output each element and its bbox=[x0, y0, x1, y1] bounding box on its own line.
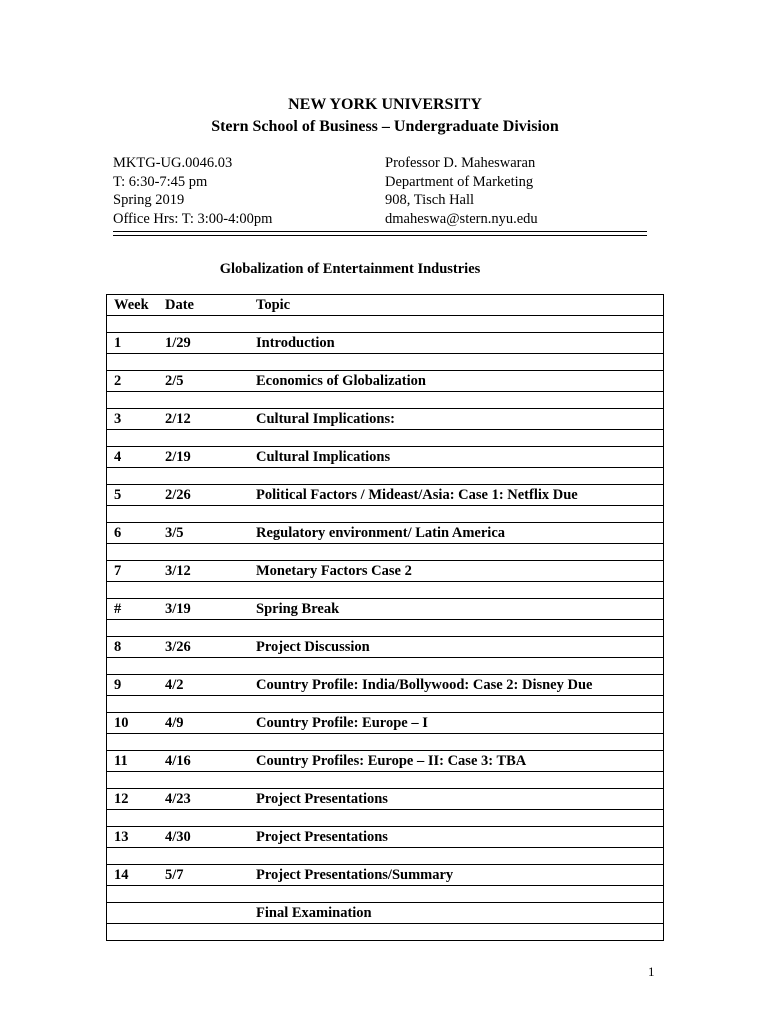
table-row bbox=[107, 409, 664, 430]
course-code: MKTG-UG.0046.03 bbox=[113, 155, 233, 171]
week-cell bbox=[107, 903, 166, 924]
topic-cell: Country Profile: India/Bollywood: Case 2: Disney Due bbox=[256, 676, 593, 693]
office-location: 908, Tisch Hall bbox=[385, 192, 475, 208]
week-cell: 4 bbox=[114, 448, 122, 465]
date-cell: 3/26 bbox=[165, 638, 191, 655]
course-title: Globalization of Entertainment Industries bbox=[219, 261, 481, 277]
table-row bbox=[107, 903, 664, 924]
topic-cell: Monetary Factors Case 2 bbox=[256, 562, 412, 579]
table-row bbox=[107, 523, 664, 544]
spacer-row bbox=[107, 886, 664, 903]
topic-cell: Introduction bbox=[256, 334, 335, 351]
date-cell: 3/19 bbox=[165, 600, 191, 617]
topic-header: Topic bbox=[256, 296, 291, 313]
date-cell: 2/5 bbox=[165, 372, 184, 389]
spacer-row bbox=[107, 468, 664, 485]
spacer-row bbox=[107, 696, 664, 713]
topic-cell: Country Profiles: Europe – II: Case 3: TBA bbox=[256, 752, 527, 769]
topic-cell: Cultural Implications bbox=[256, 448, 391, 465]
professor-name: Professor D. Maheswaran bbox=[385, 155, 536, 171]
spacer-row bbox=[107, 430, 664, 447]
week-cell: 7 bbox=[114, 562, 122, 579]
week-cell: 9 bbox=[114, 676, 122, 693]
class-time: T: 6:30-7:45 pm bbox=[113, 173, 208, 190]
schedule-table bbox=[106, 294, 664, 941]
table-row bbox=[107, 865, 664, 886]
table-row bbox=[107, 485, 664, 506]
double-rule-bottom bbox=[113, 235, 647, 236]
spacer-row bbox=[107, 772, 664, 789]
date-cell: 4/9 bbox=[165, 714, 184, 731]
spacer-row bbox=[107, 392, 664, 409]
date-cell: 3/12 bbox=[165, 562, 191, 579]
week-cell: 8 bbox=[114, 638, 122, 655]
table-row bbox=[107, 561, 664, 582]
week-cell: 14 bbox=[114, 866, 129, 883]
topic-cell: Cultural Implications: bbox=[256, 410, 395, 427]
table-header-row bbox=[107, 295, 664, 316]
course-info-left bbox=[113, 154, 272, 228]
department: Department of Marketing bbox=[385, 173, 534, 190]
date-cell: 2/19 bbox=[165, 448, 191, 465]
office-hours: Office Hrs: T: 3:00-4:00pm bbox=[113, 210, 273, 227]
date-cell: 3/5 bbox=[165, 524, 184, 541]
week-header: Week bbox=[114, 296, 149, 313]
spacer-row bbox=[107, 848, 664, 865]
table-row bbox=[107, 333, 664, 354]
week-cell: 1 bbox=[114, 334, 122, 351]
table-row bbox=[107, 713, 664, 734]
spacer-row bbox=[107, 924, 664, 941]
topic-cell: Political Factors / Mideast/Asia: Case 1: Netflix Due bbox=[256, 486, 578, 503]
date-cell: 4/23 bbox=[165, 790, 191, 807]
week-cell: 3 bbox=[114, 410, 122, 427]
topic-cell: Regulatory environment/ Latin America bbox=[256, 524, 506, 541]
week-cell: 12 bbox=[114, 790, 129, 807]
topic-cell: Spring Break bbox=[256, 600, 340, 617]
course-info-right bbox=[385, 154, 538, 228]
topic-cell: Project Presentations/Summary bbox=[256, 866, 454, 883]
school-division: Stern School of Business – Undergraduate Division bbox=[211, 118, 559, 135]
spacer-row bbox=[107, 354, 664, 371]
table-row bbox=[107, 371, 664, 392]
double-rule-top bbox=[113, 231, 647, 232]
spacer-row bbox=[107, 544, 664, 561]
topic-cell: Economics of Globalization bbox=[256, 372, 426, 389]
date-cell bbox=[165, 903, 256, 924]
table-row bbox=[107, 599, 664, 620]
spacer-row bbox=[107, 734, 664, 751]
table-row bbox=[107, 447, 664, 468]
table-row bbox=[107, 675, 664, 696]
professor-email: dmaheswa@stern.nyu.edu bbox=[385, 210, 538, 227]
week-cell: 6 bbox=[114, 524, 122, 541]
table-row bbox=[107, 789, 664, 810]
date-cell: 4/16 bbox=[165, 752, 191, 769]
date-cell: 2/26 bbox=[165, 486, 191, 503]
date-cell: 4/2 bbox=[165, 676, 184, 693]
date-cell: 2/12 bbox=[165, 410, 191, 427]
spacer-row bbox=[107, 810, 664, 827]
date-cell: 1/29 bbox=[165, 334, 191, 351]
week-cell: 10 bbox=[114, 714, 129, 731]
topic-cell: Project Presentations bbox=[256, 828, 388, 845]
date-header: Date bbox=[165, 296, 194, 313]
table-row bbox=[107, 751, 664, 772]
week-cell: 2 bbox=[114, 372, 122, 389]
topic-cell: Final Examination bbox=[256, 904, 372, 921]
week-cell: 5 bbox=[114, 486, 122, 503]
date-cell: 5/7 bbox=[165, 866, 184, 883]
date-cell: 4/30 bbox=[165, 828, 191, 845]
table-row bbox=[107, 637, 664, 658]
week-cell: 11 bbox=[114, 752, 128, 769]
week-cell: 13 bbox=[114, 828, 129, 845]
spacer-row bbox=[107, 658, 664, 675]
week-cell: # bbox=[114, 600, 122, 617]
university-name: NEW YORK UNIVERSITY bbox=[288, 96, 482, 113]
semester: Spring 2019 bbox=[113, 192, 185, 208]
spacer-row bbox=[107, 506, 664, 523]
topic-cell: Project Presentations bbox=[256, 790, 388, 807]
topic-cell: Country Profile: Europe – I bbox=[256, 714, 428, 731]
spacer-row bbox=[107, 582, 664, 599]
topic-cell: Project Discussion bbox=[256, 638, 370, 655]
page-number: 1 bbox=[648, 964, 655, 979]
table-row bbox=[107, 827, 664, 848]
spacer-row bbox=[107, 316, 664, 333]
spacer-row bbox=[107, 620, 664, 637]
